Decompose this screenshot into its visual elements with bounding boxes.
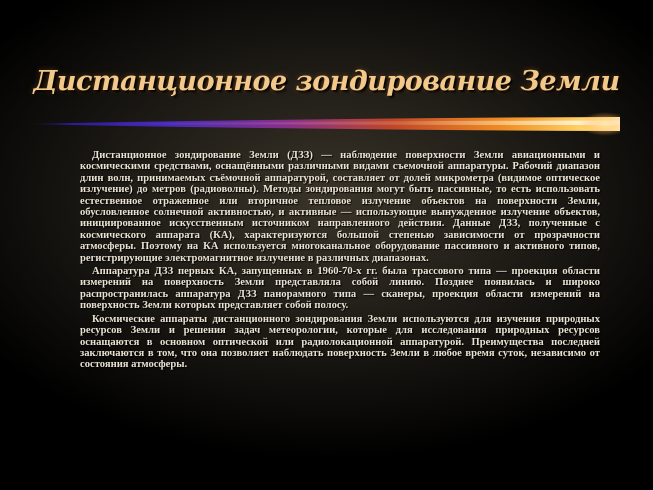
slide-body xyxy=(80,150,600,373)
paragraph-equipment: Аппаратура ДЗЗ первых КА, запущенных в 1960-70-х гг. была трассового типа — проекция области измерений на поверхность Земли представляла собой линию. Позднее появилась и широко распространилась аппаратура ДЗЗ панорамного типа — сканеры, проекция области измерений на поверхность Земли которых представляет собой полосу. xyxy=(80,266,600,312)
paragraph-definition: Дистанционное зондирование Земли (ДЗЗ) — наблюдение поверхности Земли авиационными и космическими средствами, оснащёнными различными видами съемочной аппаратуры. Рабочий диапазон длин волн, принимаемых съёмочной аппаратурой, составляет от долей микрометра (видимое оптическое излучение) до метров (радиоволны). Методы зондирования могут быть пассивные, то есть использовать естественное отраженное или вторичное тепловое излучение объектов на поверхности Земли, обусловленное солнечной активностью, и активные — использующие вынужденное излучение объектов, инициированное искусственным источником направленного действия. Данные ДЗЗ, полученные с космического аппарата (КА), характеризуются большой степенью зависимости от прозрачности атмосферы. Поэтому на КА используется многоканальное оборудование пассивного и активного типов, регистрирующие электромагнитное излучение в различных диапазонах. xyxy=(80,150,600,264)
slide-title: Дистанционное зондирование Земли xyxy=(33,66,620,97)
paragraph-spacecraft: Космические аппараты дистанционного зондирования Земли используются для изучения природных ресурсов Земли и решения задач метеорологии, которые для исследования природных ресурсов оснащаются в основном оптической или радиолокационной аппаратурой. Преимущества последней заключаются в том, что она позволяет наблюдать поверхность Земли в любое время суток, независимо от состояния атмосферы. xyxy=(80,313,600,371)
decorative-light-streak xyxy=(20,108,620,140)
